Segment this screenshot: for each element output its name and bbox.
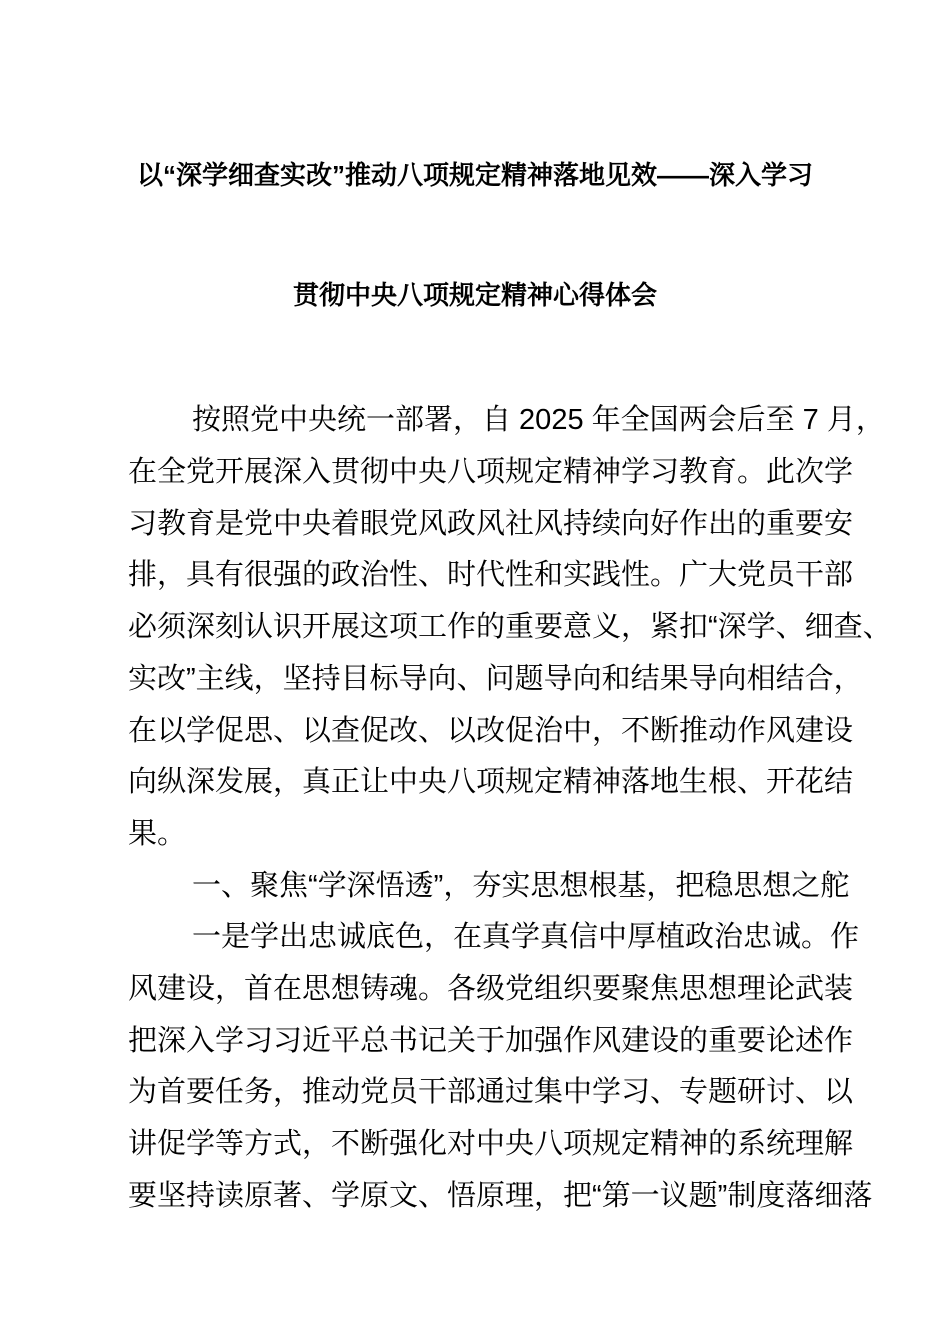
body-line-13: 把深入学习习近平总书记关于加强作风建设的重要论述作 bbox=[128, 1024, 854, 1057]
title-line-2: 贯彻中央八项规定精神心得体会 bbox=[292, 280, 657, 311]
body-line-12: 风建设，首在思想铸魂。各级党组织要聚焦思想理论武装 bbox=[128, 972, 854, 1005]
document-title bbox=[128, 0, 822, 311]
body-line-4: 排，具有很强的政治性、时代性和实践性。广大党员干部 bbox=[128, 559, 854, 592]
section-heading-1: 一、聚焦“学深悟透”，夯实思想根基，把稳思想之舵 bbox=[192, 869, 850, 902]
body-line-9: 果。 bbox=[128, 817, 187, 850]
body-line-8: 向纵深发展，真正让中央八项规定精神落地生根、开花结 bbox=[128, 766, 854, 799]
body-line-5: 必须深刻认识开展这项工作的重要意义，紧扣“深学、细查、 bbox=[128, 611, 892, 644]
body-line-1: 按照党中央统一部署，自 2025 年全国两会后至 7 月， bbox=[192, 404, 885, 437]
body-line-3: 习教育是党中央着眼党风政风社风持续向好作出的重要安 bbox=[128, 507, 854, 540]
body-line-16: 要坚持读原著、学原文、悟原理，把“第一议题”制度落细落 bbox=[128, 1179, 873, 1212]
body-line-7: 在以学促思、以查促改、以改促治中，不断推动作风建设 bbox=[128, 714, 854, 747]
body-line-2: 在全党开展深入贯彻中央八项规定精神学习教育。此次学 bbox=[128, 456, 854, 489]
document-body bbox=[128, 311, 892, 1222]
body-line-6: 实改”主线，坚持目标导向、问题导向和结果导向相结合， bbox=[128, 662, 863, 695]
title-line-1: 以“深学细查实改”推动八项规定精神落地见效——深入学习 bbox=[136, 160, 813, 190]
body-line-11: 一是学出忠诚底色，在真学真信中厚植政治忠诚。作 bbox=[192, 921, 860, 954]
body-line-15: 讲促学等方式，不断强化对中央八项规定精神的系统理解 bbox=[128, 1128, 854, 1160]
body-line-14: 为首要任务，推动党员干部通过集中学习、专题研讨、以 bbox=[128, 1076, 854, 1109]
